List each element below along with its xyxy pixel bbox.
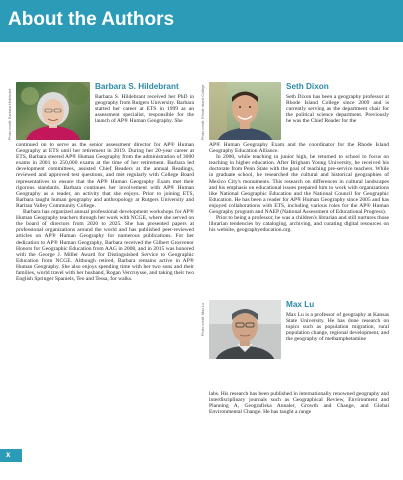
bio-paragraph: Barbara has organized annual professional development workshops for AP® Human Geography teachers through her work with NCGE, where she served on the board of directors from 2020 to 2025. She has presented papers at professional organizations around the world and has published peer-reviewed articles on AP® Human Geography for numerous publications. For her dedication to AP® Human Geography, Barbara received the Gilbert Grosvenor Honors for Geographic Education from AAG in 2008, and in 2015 was honored with the George J. Miller Award for Distinguished Service to Geographic Education from NCGE. Although retired, Barbara remains active in AP® Human Geography. She also enjoys spending time with her two sons and their families, world travel with her husband, Rogan Vercruysse, and taking their two English Springer Spaniels, Teo and Tessa, for walks. — [16, 209, 194, 283]
author-photo-lu — [209, 300, 281, 359]
bio-lu-lead — [286, 312, 389, 342]
page-number: x — [6, 450, 11, 459]
author-name-dixon: Seth Dixon — [286, 82, 329, 91]
bio-lu-body — [209, 391, 389, 415]
bio-paragraph: Barbara S. Hildebrant received her PhD in geography from Rutgers University. Barbara started her career at ETS in 1999 as an assessment specialist, responsible for the launch of AP® Human Geography. She — [95, 94, 194, 125]
header-banner — [0, 0, 403, 42]
author-photo-dixon — [209, 82, 281, 140]
author-photo-hildebrant — [16, 82, 90, 140]
bio-paragraph: labs. His research has been published in internationally renowned geography and interdisciplinary journals such as Geographical Review, Environment and Planning A, Geografiska Annaler, Growth and Change, and Global Environmental Change. He has taught a range — [209, 391, 389, 416]
author-name-hildebrant: Barbara S. Hildebrant — [95, 82, 179, 91]
bio-hildebrant-lead — [95, 94, 194, 124]
bio-hildebrant-body — [16, 142, 194, 282]
bio-paragraph: Seth Dixon has been a geography professor at Rhode Island College since 2009 and is currently serving as the department chair for the political science department. Previously he was the Chief Reader for the — [286, 94, 389, 125]
portrait-image — [16, 82, 90, 140]
portrait-image — [209, 82, 281, 140]
bio-paragraph: AP® Human Geography Exam and the coordinator for the Rhode Island Geography Education Alliance. — [209, 142, 389, 155]
bio-paragraph: Max Lu is a professor of geography at Kansas State University. He has done research on topics such as population migration, rural population change, regional development, and the geography of methamphetamine — [286, 312, 389, 343]
page-number-tab — [0, 449, 22, 462]
photo-credit-lu: Photo credit: Max Lu — [201, 303, 205, 336]
photo-credit-hildebrant: Photo credit: Barbara Hildebrant — [8, 88, 12, 140]
bio-dixon-body — [209, 142, 389, 233]
bio-paragraph: continued on to serve as the senior assessment director for AP® Human Geography at ETS until her retirement in 2019. During her 20-year career at ETS, Barbara steered AP® Human Geography from the administration of 3000 exams in 2001 to 250,000 exams at the time of her retirement. Barbara led development committees, assisted Chief Readers at the annual Readings, reviewed and approved test questions, and met regularly with College Board representatives to ensure that the AP® Human Geography Exam met their rigorous standards. Barbara continues her involvement with AP® Human Geography as a reader, an activity that she enjoys. Prior to joining ETS, Barbara taught human geography and anthropology at Rutgers University and Raritan Valley Community College. — [16, 142, 194, 209]
author-name-lu: Max Lu — [286, 300, 315, 309]
portrait-image — [209, 300, 281, 359]
bio-paragraph: Prior to being a professor, he was a children's librarian and still nurtures those librarian tendencies by cataloging, archiving, and curating digital resources on his website, geographyeducation.org. — [209, 215, 389, 234]
photo-credit-dixon: Photo credit: Rhode Island College — [201, 84, 205, 140]
bio-paragraph: In 2000, while teaching in junior high, he returned to school to focus on teaching in higher education. After Brigham Young University, he received his doctorate from Penn State with the goal of teaching pre-service teachers. While in graduate school, he researched the cultural and historical geographies of Mexico City's monuments. This research on differences in cultural landscapes and his emphasis on educational issues prepared him to work with organizations like National Geographic Education and the National Council for Geographic Education. He has been a reader for AP® Human Geography since 2005 and has enjoyed collaborations with ETS, including various roles for the AP® Human Geography program and NAEP (National Assessment of Educational Progress). — [209, 154, 389, 216]
bio-dixon-lead — [286, 94, 389, 124]
page-title: About the Authors — [8, 9, 175, 30]
